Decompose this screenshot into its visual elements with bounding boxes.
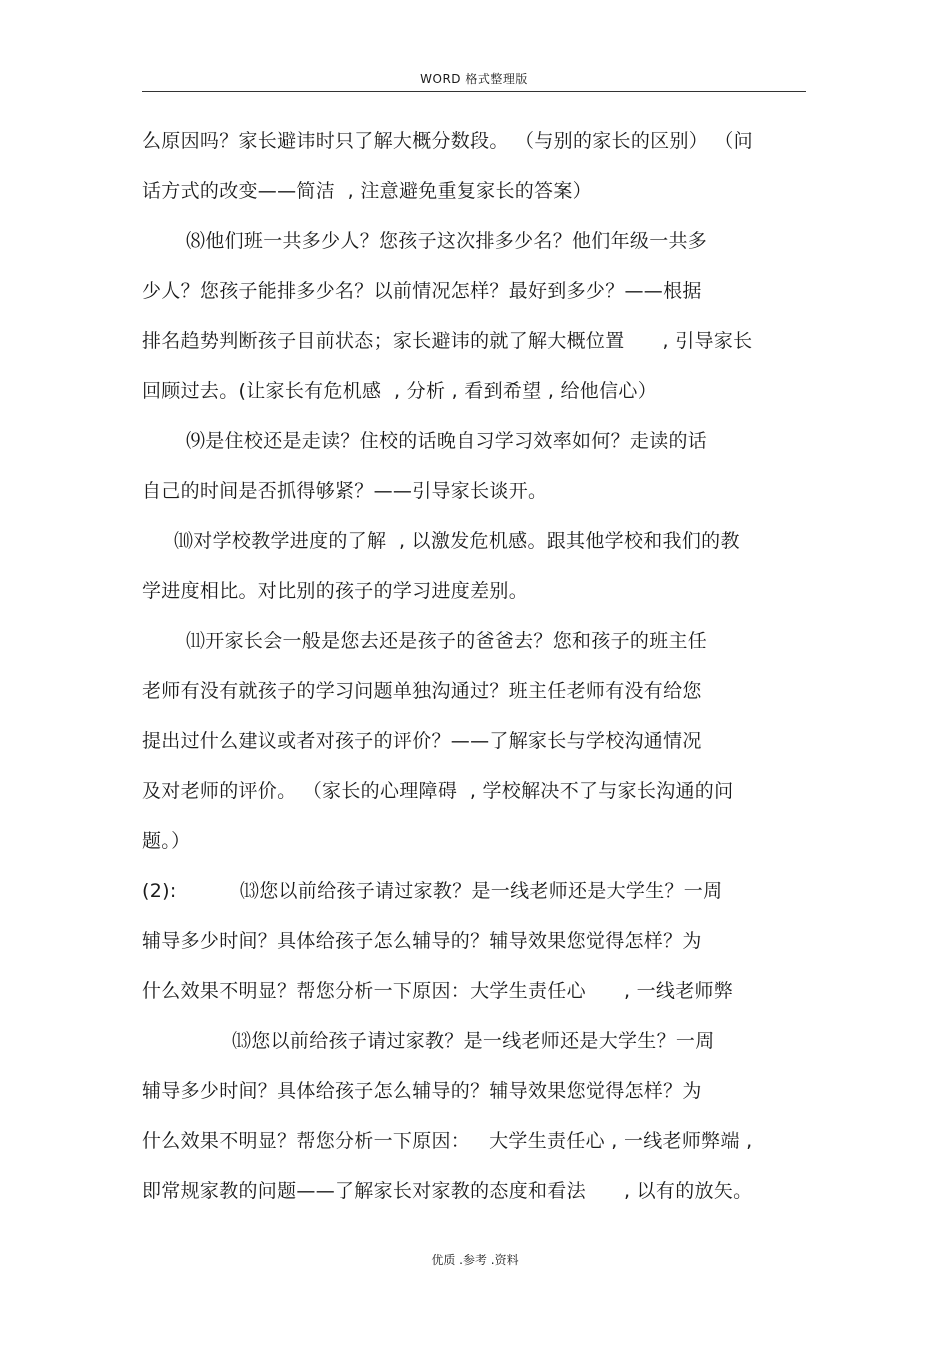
text-line: 少人？您孩子能排多少名？以前情况怎样？最好到多少？——根据 xyxy=(142,280,702,302)
header-rule xyxy=(142,91,806,92)
text-line: 什么效果不明显？帮您分析一下原因： 大学生责任心 , 一线老师弊端 , xyxy=(142,1130,753,1152)
text-line: 么原因吗？家长避讳时只了解大概分数段。 （与别的家长的区别） （问 xyxy=(142,130,753,152)
text-line: 什么效果不明显？帮您分析一下原因：大学生责任心 , 一线老师弊 xyxy=(142,980,734,1002)
text-line: 回顾过去。(让家长有危机感 , 分析 , 看到希望 , 给他信心） xyxy=(142,380,658,402)
text-line: 题。） xyxy=(142,830,191,852)
text-line: 老师有没有就孩子的学习问题单独沟通过？班主任老师有没有给您 xyxy=(142,680,702,702)
text-line: 自己的时间是否抓得够紧？——引导家长谈开。 xyxy=(142,480,548,502)
text-line: 辅导多少时间？具体给孩子怎么辅导的？辅导效果您觉得怎样？为 xyxy=(142,930,702,952)
text-line: 提出过什么建议或者对孩子的评价？——了解家长与学校沟通情况 xyxy=(142,730,702,752)
page-footer: 优质 .参考 .资料 xyxy=(431,1253,519,1267)
text-line: 排名趋势判断孩子目前状态；家长避讳的就了解大概位置 , 引导家长 xyxy=(142,330,753,352)
page-header: WORD 格式整理版 xyxy=(420,72,528,86)
text-line: (2): ⒀您以前给孩子请过家教？是一线老师还是大学生？一周 xyxy=(142,880,723,902)
text-line: ⑻他们班一共多少人？您孩子这次排多少名？他们年级一共多 xyxy=(186,230,708,252)
text-line: 即常规家教的问题——了解家长对家教的态度和看法 , 以有的放矢。 xyxy=(142,1180,753,1202)
text-line: 及对老师的评价。 （家长的心理障碍 , 学校解决不了与家长沟通的问 xyxy=(142,780,734,802)
text-line: ⑽对学校教学进度的了解 , 以激发危机感。跟其他学校和我们的教 xyxy=(174,530,740,552)
text-line: ⑼是住校还是走读？住校的话晚自习学习效率如何？走读的话 xyxy=(186,430,708,452)
text-line: 话方式的改变——简洁 , 注意避免重复家长的答案） xyxy=(142,180,592,202)
text-line: 辅导多少时间？具体给孩子怎么辅导的？辅导效果您觉得怎样？为 xyxy=(142,1080,702,1102)
text-line: ⒀您以前给孩子请过家教？是一线老师还是大学生？一周 xyxy=(232,1030,715,1052)
text-line: 学进度相比。对比别的孩子的学习进度差别。 xyxy=(142,580,529,602)
text-line: ⑾开家长会一般是您去还是孩子的爸爸去？您和孩子的班主任 xyxy=(186,630,708,652)
